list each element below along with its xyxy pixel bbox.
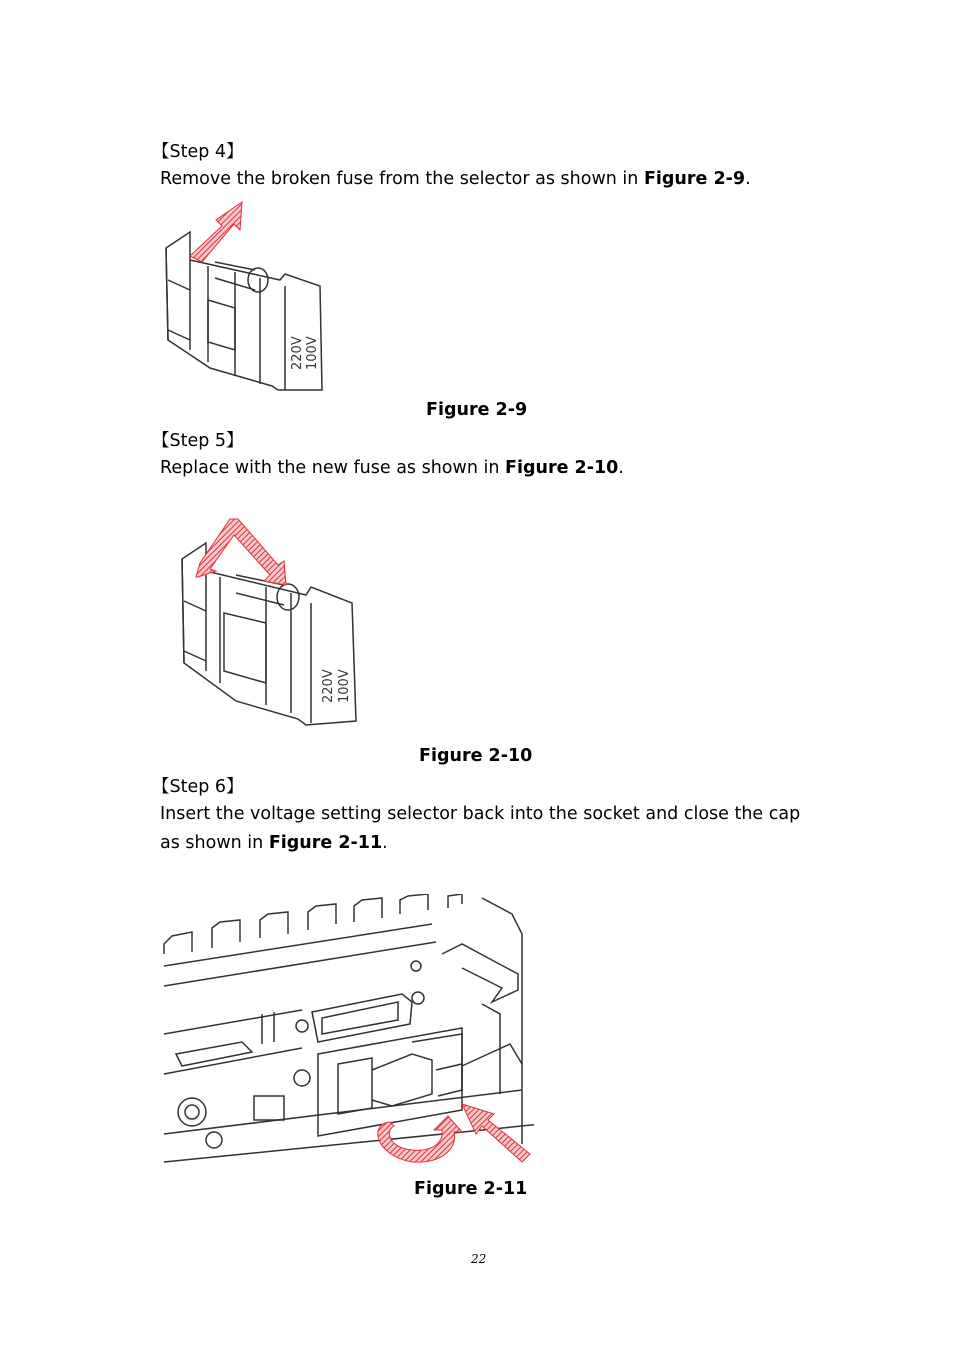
figure-2-11-reference: Figure 2-11 xyxy=(268,833,383,853)
step-6-text-line-2 xyxy=(160,829,388,858)
step-5-text xyxy=(160,454,624,483)
figure-2-11-insert-arrow xyxy=(462,1104,530,1162)
figure-2-9-caption: Figure 2-9 xyxy=(426,400,528,420)
figure-2-10-reference: Figure 2-10 xyxy=(505,458,619,478)
step-6-text-body: as shown in xyxy=(160,833,269,853)
step-4-heading: 【Step 4】 xyxy=(152,142,244,162)
figure-2-10-red-arrow xyxy=(196,519,286,585)
step-4-text xyxy=(160,165,751,194)
step-5-heading: 【Step 5】 xyxy=(152,431,244,451)
step-5-text-end: . xyxy=(618,458,624,478)
step-6-heading: 【Step 6】 xyxy=(152,777,244,797)
step-6-text-end: . xyxy=(382,833,388,853)
figure-2-10-fuse-replacement-illustration xyxy=(176,515,362,729)
figure-2-10-caption: Figure 2-10 xyxy=(419,746,533,766)
page-number: 22 xyxy=(471,1252,487,1266)
figure-2-9-label-100v: 100V xyxy=(305,336,320,370)
figure-2-9-label-220v: 220V xyxy=(290,336,305,370)
figure-2-9-fuse-removal-illustration xyxy=(160,200,330,396)
figure-2-10-label-100v: 100V xyxy=(337,669,352,703)
figure-2-9-red-arrow xyxy=(190,202,242,262)
step-4-text-end: . xyxy=(745,169,751,189)
step-6-text-line-1: Insert the voltage setting selector back into the socket and close the cap xyxy=(160,804,801,824)
figure-2-10-label-220v: 220V xyxy=(321,669,336,703)
figure-2-9-reference: Figure 2-9 xyxy=(643,169,746,189)
figure-2-11-rear-panel-illustration xyxy=(162,894,534,1166)
step-5-text-body: Replace with the new fuse as shown in xyxy=(160,458,505,478)
figure-2-11-rotate-arrow xyxy=(378,1116,462,1162)
step-4-text-body: Remove the broken fuse from the selector as shown in xyxy=(160,169,644,189)
figure-2-11-caption: Figure 2-11 xyxy=(414,1179,528,1199)
